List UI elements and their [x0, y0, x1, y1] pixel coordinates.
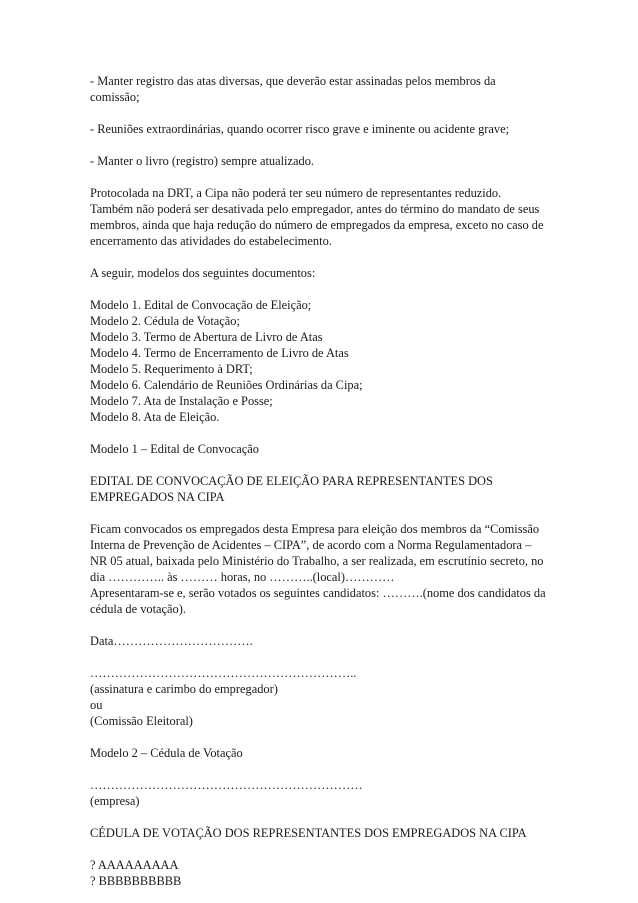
text-line: EMPREGADOS NA CIPA	[90, 490, 225, 504]
text-line: CÉDULA DE VOTAÇÃO DOS REPRESENTANTES DOS EMPREGADOS NA CIPA	[90, 826, 527, 840]
text-line: - Reuniões extraordinárias, quando ocorrer risco grave e iminente ou acidente grave;	[90, 122, 510, 136]
paragraph	[90, 857, 552, 889]
paragraph	[90, 665, 552, 729]
text-line: cédula de votação).	[90, 602, 186, 616]
text-line: membros, ainda que haja redução do número de empregados da empresa, exceto no caso de	[90, 218, 544, 232]
text-line: Modelo 5. Requerimento à DRT;	[90, 362, 253, 376]
text-line: comissão;	[90, 90, 140, 104]
document-page	[90, 73, 552, 889]
paragraph	[90, 73, 552, 105]
paragraph	[90, 777, 552, 809]
paragraph	[90, 441, 552, 457]
paragraph	[90, 473, 552, 505]
text-line: Modelo 8. Ata de Eleição.	[90, 410, 220, 424]
text-line: ? AAAAAAAAA	[90, 858, 179, 872]
text-line: Apresentaram-se e, serão votados os seguintes candidatos: ……….(nome dos candidatos da	[90, 586, 546, 600]
text-line: (Comissão Eleitoral)	[90, 714, 193, 728]
text-line: Interna de Prevenção de Acidentes – CIPA”, de acordo com a Norma Regulamentadora –	[90, 538, 532, 552]
text-line: Modelo 2. Cédula de Votação;	[90, 314, 240, 328]
text-line: encerramento das atividades do estabelecimento.	[90, 234, 332, 248]
text-line: A seguir, modelos dos seguintes documentos:	[90, 266, 316, 280]
text-line: ou	[90, 698, 103, 712]
text-line: ………………………………………………………..	[90, 666, 357, 680]
text-line: Data…………………………….	[90, 634, 253, 648]
text-line: - Manter registro das atas diversas, que deverão estar assinadas pelos membros da	[90, 74, 496, 88]
text-line: Também não poderá ser desativada pelo empregador, antes do término do mandato de seus	[90, 202, 540, 216]
text-line: dia ………….. às ……… horas, no ………..(local)…………	[90, 570, 395, 584]
text-line: Modelo 4. Termo de Encerramento de Livro de Atas	[90, 346, 349, 360]
paragraph	[90, 185, 552, 249]
paragraph	[90, 745, 552, 761]
text-line: EDITAL DE CONVOCAÇÃO DE ELEIÇÃO PARA REPRESENTANTES DOS	[90, 474, 493, 488]
text-line: ? BBBBBBBBBB	[90, 874, 182, 888]
text-line: - Manter o livro (registro) sempre atualizado.	[90, 154, 314, 168]
text-line: NR 05 atual, baixada pelo Ministério do Trabalho, a ser realizada, em escrutínio secreto, no	[90, 554, 544, 568]
paragraph	[90, 265, 552, 281]
text-line: Modelo 6. Calendário de Reuniões Ordinárias da Cipa;	[90, 378, 363, 392]
paragraph	[90, 825, 552, 841]
paragraph	[90, 121, 552, 137]
text-line: Modelo 3. Termo de Abertura de Livro de Atas	[90, 330, 323, 344]
text-line: (assinatura e carimbo do empregador)	[90, 682, 278, 696]
text-line: Ficam convocados os empregados desta Empresa para eleição dos membros da “Comissão	[90, 522, 540, 536]
text-line: Protocolada na DRT, a Cipa não poderá ter seu número de representantes reduzido.	[90, 186, 502, 200]
text-line: Modelo 1 – Edital de Convocação	[90, 442, 259, 456]
paragraph	[90, 153, 552, 169]
text-line: …………………………………………………………	[90, 778, 363, 792]
text-line: Modelo 2 – Cédula de Votação	[90, 746, 243, 760]
paragraph	[90, 633, 552, 649]
paragraph	[90, 297, 552, 425]
text-line: Modelo 1. Edital de Convocação de Eleição;	[90, 298, 312, 312]
text-line: Modelo 7. Ata de Instalação e Posse;	[90, 394, 273, 408]
text-line: (empresa)	[90, 794, 140, 808]
paragraph	[90, 521, 552, 617]
